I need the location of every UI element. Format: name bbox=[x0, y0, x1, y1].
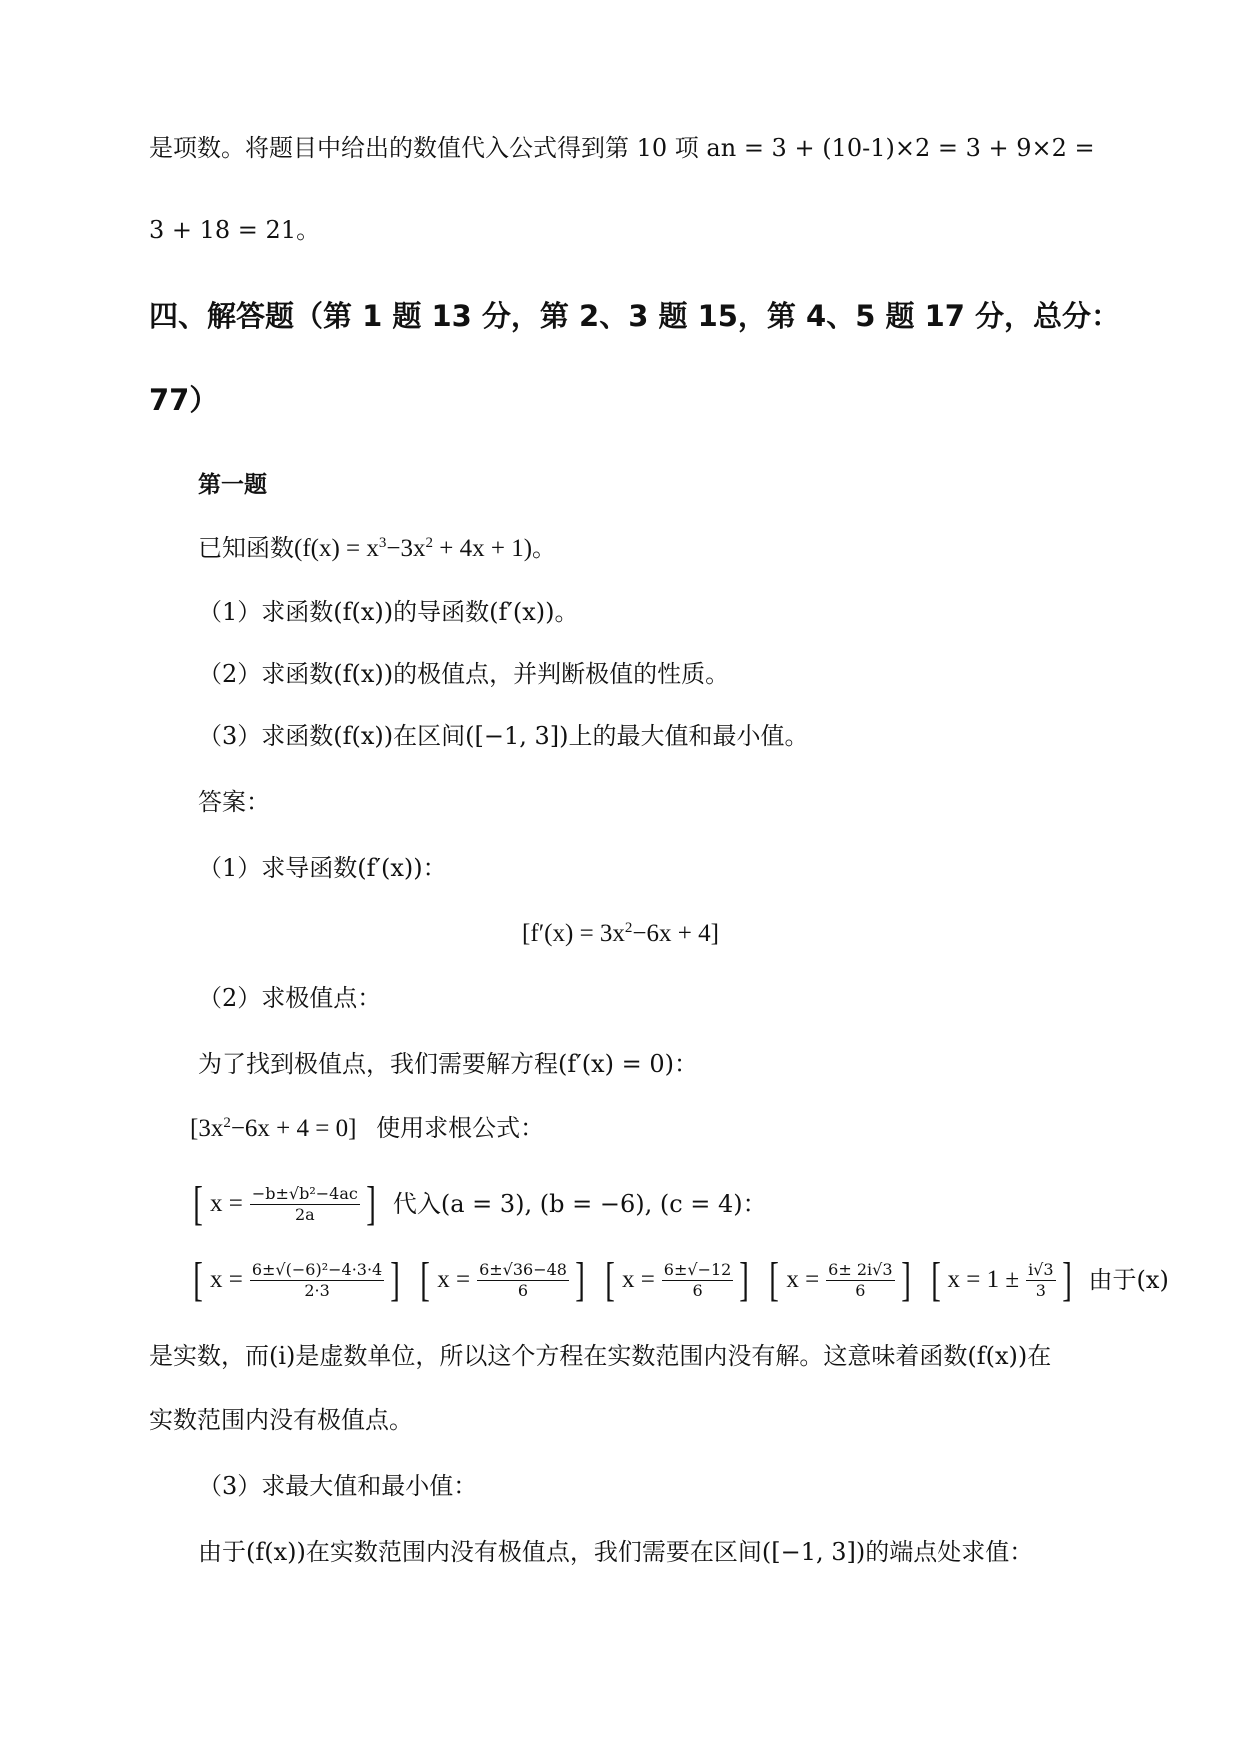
solution-steps bbox=[190, 1252, 1169, 1308]
question-part-3: （3）求函数(f(x))在区间([−1, 3])上的最大值和最小值。 bbox=[198, 722, 809, 750]
section-heading: 四、解答题（第 1 题 13 分，第 2、3 题 15，第 4、5 题 17 分，总分： bbox=[149, 299, 1121, 333]
answer-part-3-label: （3）求最大值和最小值： bbox=[198, 1472, 478, 1500]
quadratic-formula: [ x = $\frac{\text{−b±√b²−4ac}}{2a}$ ] bbox=[193, 1177, 376, 1230]
question-part-1: （1）求函数(f(x))的导函数(f′(x))。 bbox=[198, 598, 579, 626]
question-title: 第一题 bbox=[198, 472, 267, 498]
quadratic-formula-line bbox=[190, 1176, 767, 1232]
answer-part-2-text: 为了找到极值点，我们需要解方程(f′(x) = 0)： bbox=[198, 1050, 698, 1078]
given-suffix: 。 bbox=[532, 534, 557, 562]
given-formula: $(f(x) = x^3-3x^2 + 4x + 1)$ bbox=[294, 535, 533, 562]
derivative-formula: $[f'(x) = 3x^2-6x + 4]$ bbox=[522, 920, 719, 947]
paragraph-line: 3 + 18 = 21。 bbox=[149, 216, 321, 244]
conclusion-line: 实数范围内没有极值点。 bbox=[149, 1406, 413, 1434]
section-heading: 77） bbox=[149, 383, 219, 417]
question-part-2: （2）求函数(f(x))的极值点，并判断极值的性质。 bbox=[198, 660, 730, 688]
conclusion-line: 是实数，而(i)是虚数单位，所以这个方程在实数范围内没有解。这意味着函数(f(x))在 bbox=[149, 1342, 1052, 1370]
paragraph-line: 是项数。将题目中给出的数值代入公式得到第 10 项 an = 3 + (10-1)×2 = 3 + 9×2 = bbox=[149, 134, 1095, 162]
given-text: 已知函数 bbox=[198, 534, 294, 562]
solution-step: [ x = $\frac{6\pm√-12}{6}$ ] bbox=[605, 1253, 750, 1306]
steps-after-text: 由于(x) bbox=[1088, 1266, 1169, 1294]
solution-step: [ x = $\frac{6\pm√36-48}{6}$ ] bbox=[420, 1253, 585, 1306]
answer-part-3-text: 由于(f(x))在实数范围内没有极值点，我们需要在区间([−1, 3])的端点处求值： bbox=[198, 1538, 1034, 1566]
answer-part-2-label: （2）求极值点： bbox=[198, 984, 382, 1012]
solution-step: [ x = 1 ± $\frac{i√3}{3}$ ] bbox=[930, 1253, 1072, 1306]
quadratic-equation: $[3x^2-6x + 4 = 0]$ bbox=[190, 1115, 357, 1142]
question-given bbox=[198, 532, 556, 565]
formula-after-text: 代入(a = 3), (b = −6), (c = 4)： bbox=[392, 1190, 767, 1218]
quadratic-equation-line bbox=[190, 1112, 544, 1145]
solution-step: [ x = $\frac{6\pm 2i√3}{6}$ ] bbox=[769, 1253, 911, 1306]
answer-part-1-label: （1）求导函数(f′(x))： bbox=[198, 854, 447, 882]
equation-after-text: 使用求根公式： bbox=[376, 1114, 545, 1142]
answer-label: 答案： bbox=[198, 788, 270, 816]
solution-step: [ x = $\frac{\text{6±√(−6)²−4·3·4}}{2\cdot 3}$ ] bbox=[193, 1253, 401, 1306]
